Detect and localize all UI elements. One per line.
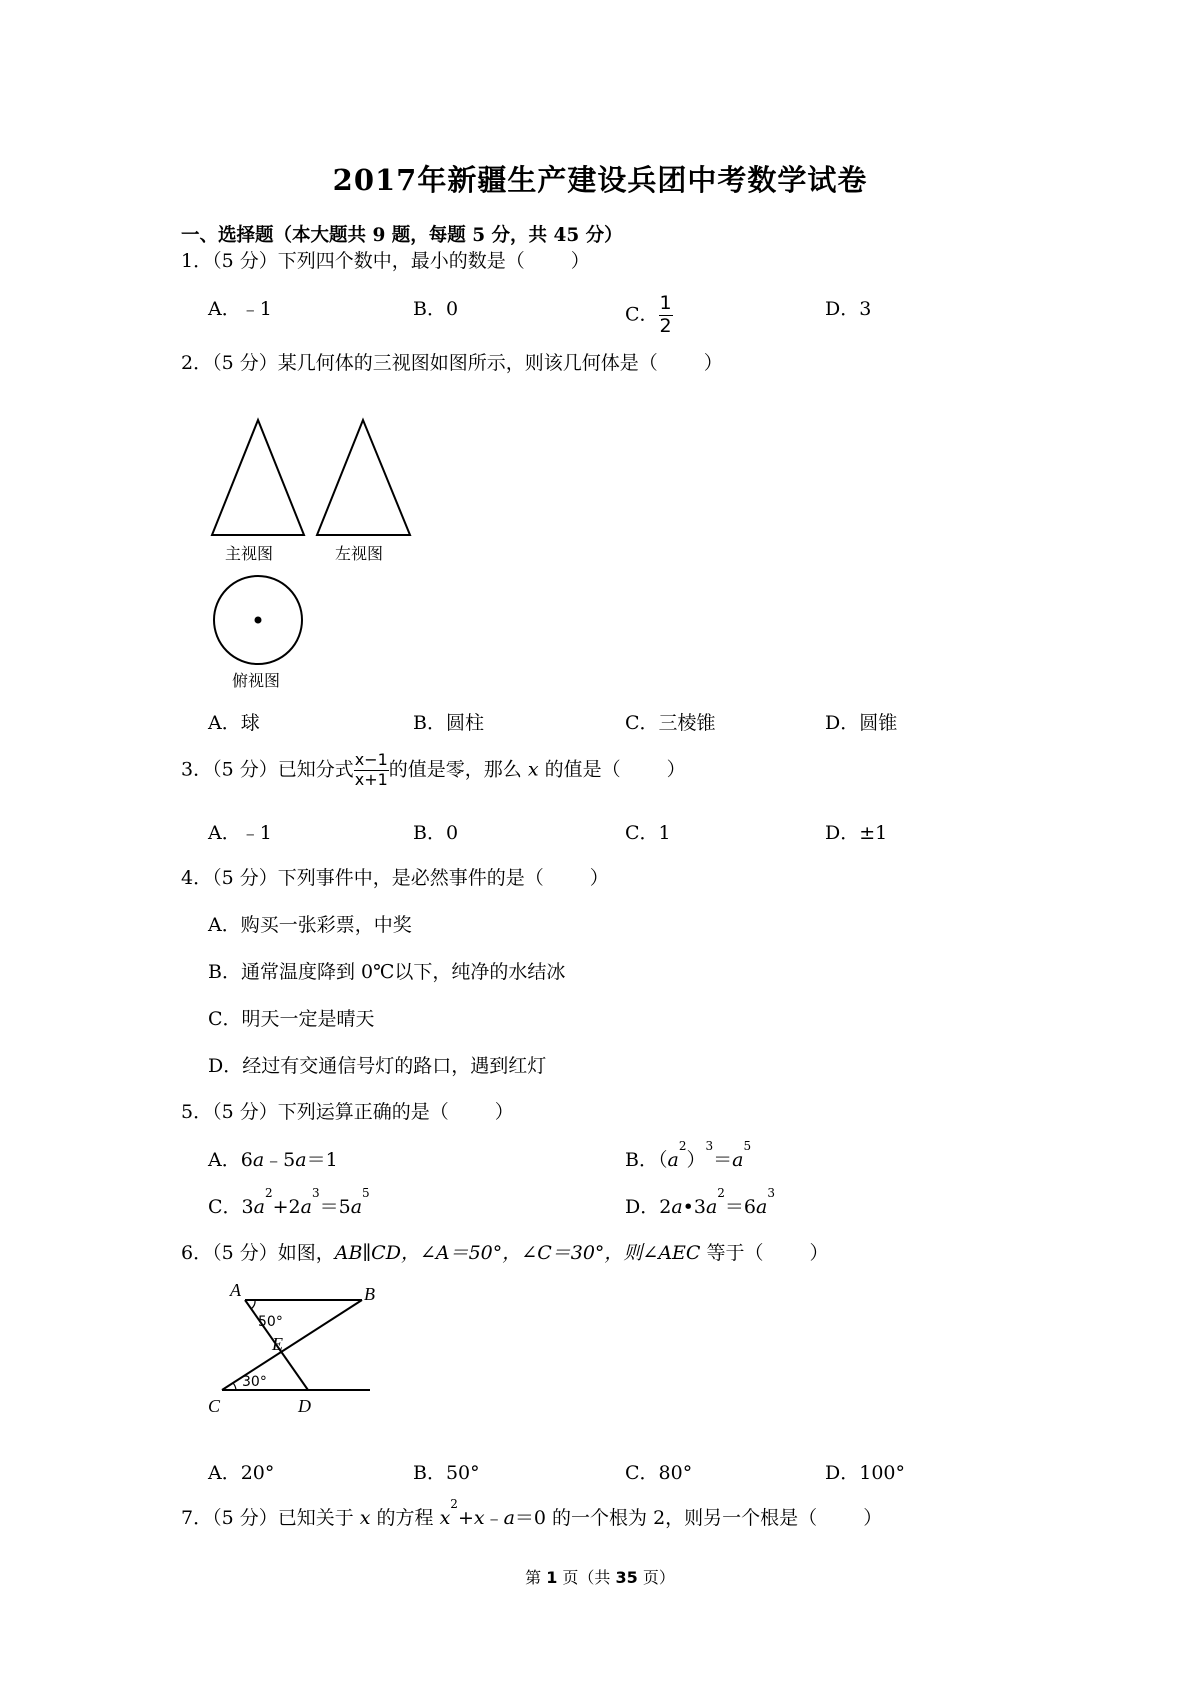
question-2-stem bbox=[181, 348, 723, 375]
question-3-text-b: 的值是零，那么 bbox=[388, 758, 528, 781]
q3-fraction bbox=[354, 752, 389, 789]
angle-a-arc bbox=[251, 1300, 255, 1309]
q5-option-d: D．$2a•3a^2=6a^3$ bbox=[625, 1186, 775, 1218]
question-5-stem bbox=[181, 1097, 514, 1124]
q2-option-a: A．球 bbox=[208, 712, 260, 734]
q5-option-b: B．$(a^2)^3=a^5$ bbox=[625, 1139, 752, 1171]
q4-option-b: B．通常温度降到 0℃以下，纯净的水结冰 bbox=[208, 961, 566, 983]
label-b: B bbox=[364, 1284, 375, 1304]
question-5-close: ） bbox=[494, 1101, 514, 1123]
question-7-text-b: 的方程 bbox=[370, 1507, 440, 1529]
q5-option-a: A．6a﹣5a＝1 bbox=[208, 1149, 338, 1171]
question-2-close: ） bbox=[703, 352, 723, 374]
q1-option-c bbox=[625, 294, 673, 337]
q3-option-b: B．0 bbox=[413, 822, 459, 844]
footer-middle: 页（共 bbox=[557, 1568, 616, 1587]
q3-fraction-numerator: x−1 bbox=[354, 750, 388, 769]
q4-option-c: C．明天一定是晴天 bbox=[208, 1008, 375, 1030]
question-3-text-c: 的值是（ bbox=[538, 758, 621, 781]
page-footer bbox=[0, 1565, 1200, 1588]
angle-c-value: 30° bbox=[242, 1374, 267, 1390]
q3-option-d: D．±1 bbox=[825, 822, 888, 844]
q6-option-d: D．100° bbox=[825, 1462, 905, 1484]
q5-option-b-label: B． bbox=[625, 1149, 658, 1171]
question-6-close: ） bbox=[809, 1242, 829, 1264]
q1-option-d: D．3 bbox=[825, 298, 872, 320]
question-2-text: 2．（5 分）某几何体的三视图如图所示，则该几何体是（ bbox=[181, 352, 658, 374]
q2-option-b: B．圆柱 bbox=[413, 712, 484, 734]
q5-option-c-label: C． bbox=[208, 1196, 242, 1218]
side-view-label: 左视图 bbox=[335, 544, 384, 563]
label-c: C bbox=[208, 1396, 221, 1416]
q1-option-b: B．0 bbox=[413, 298, 459, 320]
footer-prefix: 第 bbox=[525, 1568, 547, 1587]
q4-option-a: A．购买一张彩票，中奖 bbox=[208, 914, 412, 936]
question-3-variable: x bbox=[527, 758, 539, 781]
q5-option-d-label: D． bbox=[625, 1196, 660, 1218]
question-6-stem bbox=[181, 1238, 829, 1265]
question-3-close: ） bbox=[666, 758, 686, 781]
angle-a-value: 50° bbox=[258, 1314, 283, 1330]
footer-total-pages: 35 bbox=[615, 1568, 638, 1587]
question-6-text-a: 6．（5 分）如图， bbox=[181, 1242, 335, 1264]
q1-option-c-label: C． bbox=[625, 303, 659, 326]
top-view-center-dot bbox=[255, 617, 262, 624]
q1-option-a: A．﹣1 bbox=[208, 298, 272, 320]
question-4-stem bbox=[181, 863, 609, 890]
question-3-text-a: 3．（5 分）已知分式 bbox=[181, 758, 354, 781]
q1-fraction bbox=[659, 294, 673, 337]
q1-fraction-numerator: 1 bbox=[659, 292, 672, 314]
q2-option-c: C．三棱锥 bbox=[625, 712, 716, 734]
q6-option-c: C．80° bbox=[625, 1462, 693, 1484]
question-7-text-a: 7．（5 分）已知关于 bbox=[181, 1507, 360, 1529]
question-6-text-b: 等于（ bbox=[700, 1242, 764, 1264]
question-7-text-c: 的一个根为 2，则另一个根是（ bbox=[546, 1507, 818, 1529]
side-view-triangle bbox=[317, 420, 410, 535]
label-a: A bbox=[230, 1280, 241, 1300]
label-e: E bbox=[272, 1334, 283, 1354]
q6-option-a: A．20° bbox=[208, 1462, 275, 1484]
page-title: 2017年新疆生产建设兵团中考数学试卷 bbox=[332, 163, 868, 197]
q3-fraction-denominator: x+1 bbox=[354, 769, 388, 789]
q3-option-a: A．﹣1 bbox=[208, 822, 272, 844]
question-1-stem bbox=[181, 246, 590, 273]
q2-option-d: D．圆锥 bbox=[825, 712, 898, 734]
question-7-close: ） bbox=[863, 1507, 883, 1529]
q3-option-c: C．1 bbox=[625, 822, 671, 844]
question-1-text: 1．（5 分）下列四个数中，最小的数是（ bbox=[181, 250, 525, 272]
q5-option-a-label: A． bbox=[208, 1149, 241, 1171]
question-6-math: AB∥CD，∠A＝50°，∠C＝30°，则∠AEC bbox=[334, 1242, 701, 1264]
question-7-variable: x bbox=[359, 1507, 371, 1529]
top-view-label: 俯视图 bbox=[232, 671, 281, 690]
question-3-stem bbox=[181, 752, 686, 789]
label-d: D bbox=[298, 1396, 311, 1416]
question-7-equation: $x^2+x﹣a=0$ bbox=[439, 1497, 547, 1529]
question-1-close: ） bbox=[570, 250, 590, 272]
front-view-label: 主视图 bbox=[225, 544, 274, 563]
parallel-lines-figure bbox=[200, 1280, 380, 1420]
question-4-close: ） bbox=[589, 867, 609, 889]
question-5-text: 5．（5 分）下列运算正确的是（ bbox=[181, 1101, 449, 1123]
angle-c-arc bbox=[233, 1383, 236, 1390]
front-view-triangle bbox=[212, 420, 304, 535]
footer-suffix: 页） bbox=[637, 1568, 675, 1587]
question-4-text: 4．（5 分）下列事件中，是必然事件的是（ bbox=[181, 867, 544, 889]
section-heading: 一、选择题（本大题共 9 题，每题 5 分，共 45 分） bbox=[181, 225, 623, 246]
q4-option-d: D．经过有交通信号灯的路口，遇到红灯 bbox=[208, 1055, 547, 1077]
footer-page-number: 1 bbox=[546, 1568, 558, 1587]
q5-option-c: C．$3a^2+2a^3=5a^5$ bbox=[208, 1186, 370, 1218]
q6-option-b: B．50° bbox=[413, 1462, 480, 1484]
q1-fraction-denominator: 2 bbox=[659, 314, 672, 337]
question-7-stem bbox=[181, 1497, 883, 1530]
